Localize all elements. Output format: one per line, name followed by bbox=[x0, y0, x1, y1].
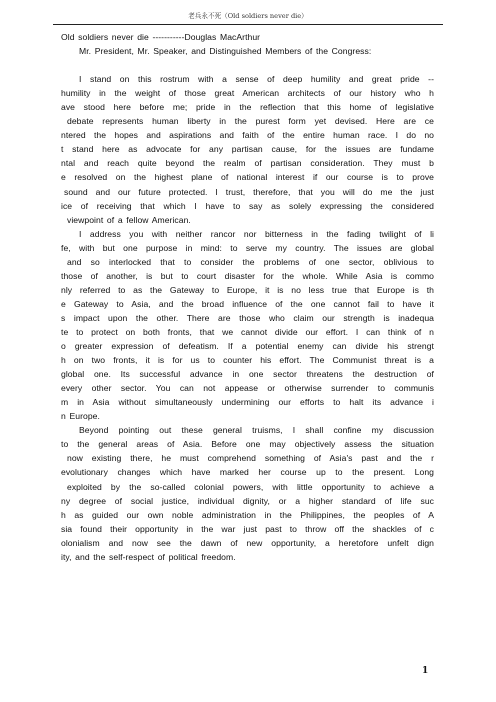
speech-body bbox=[61, 30, 434, 564]
paragraph-1 bbox=[61, 72, 434, 227]
paragraph-line: nly referred to as the Gateway to Europe, it is no less true that Europe is th bbox=[61, 284, 434, 295]
paragraph-2 bbox=[61, 227, 434, 424]
paragraph-line: ave stood here before me; pride in the reflection that this home of legislative bbox=[61, 102, 434, 113]
paragraph-line: viewpoint of a fellow American. bbox=[67, 214, 191, 225]
paragraph-line: ny degree of social justice, individual dignity, or a higher standard of life suc bbox=[61, 495, 434, 506]
paragraph-line: I stand on this rostrum with a sense of deep humility and great pride -- bbox=[79, 74, 434, 85]
paragraph-line: h on two fronts, it is for us to counter his effort. The Communist threat is a bbox=[61, 355, 434, 366]
paragraph-gap bbox=[61, 58, 434, 72]
paragraph-line: ntal and reach quite beyond the realm of partisan consideration. They must b bbox=[61, 158, 434, 169]
paragraph-line: evolutionary changes which have marked her course up to the present. Long bbox=[61, 467, 434, 478]
paragraph-line: olonialism and now see the dawn of new opportunity, a heretofore unfelt dign bbox=[61, 537, 434, 548]
paragraph-line: e resolved on the highest plane of national interest if our course is to prove bbox=[61, 172, 434, 183]
paragraph-line: t stand here as advocate for any partisan cause, for the issues are fundame bbox=[61, 144, 434, 155]
paragraph-line: s impact upon the other. There are those who claim our strength is inadequa bbox=[61, 312, 434, 323]
header-divider bbox=[53, 24, 443, 25]
paragraph-line: e Gateway to Asia, and the broad influence of the one cannot fail to have it bbox=[61, 298, 434, 309]
paragraph-line: those of another, is but to court disaster for the whole. While Asia is commo bbox=[61, 270, 434, 281]
paragraph-line: debate represents human liberty in the purest form yet devised. Here are ce bbox=[67, 116, 434, 127]
paragraph-line: ntered the hopes and aspirations and faith of the entire human race. I do no bbox=[61, 130, 434, 141]
paragraph-line: o greater expression of defeatism. If a potential enemy can divide his strengt bbox=[61, 341, 434, 352]
paragraph-line: Beyond pointing out these general truisms, I shall confine my discussion bbox=[79, 425, 434, 436]
speech-title: Old soldiers never die -----------Douglas MacArthur bbox=[61, 32, 261, 42]
paragraph-line: global one. Its successful advance in one sector threatens the destruction of bbox=[61, 369, 434, 380]
paragraph-line: to the general areas of Asia. Before one may objectively assess the situation bbox=[61, 439, 434, 450]
paragraph-line: fe, with but one purpose in mind: to serve my country. The issues are global bbox=[61, 242, 434, 253]
paragraph-line: and so interlocked that to consider the problems of one sector, oblivious to bbox=[67, 256, 434, 267]
paragraph-line: n Europe. bbox=[61, 411, 100, 422]
page-number: 1 bbox=[422, 666, 429, 676]
paragraph-line: humility in the weight of those great American architects of our history who h bbox=[61, 88, 434, 99]
paragraph-line: I address you with neither rancor nor bitterness in the fading twilight of li bbox=[79, 228, 434, 239]
paragraph-line: h as guided our own noble administration in the Philippines, the peoples of A bbox=[61, 509, 434, 520]
paragraph-line: m in Asia without simultaneously undermining our efforts to halt its advance i bbox=[61, 397, 434, 408]
paragraph-line: te to protect on both fronts, that we cannot divide our effort. I can think of n bbox=[61, 326, 434, 337]
paragraph-line: ice of receiving that which I have to say as solely expressing the considered bbox=[61, 200, 434, 211]
paragraph-line: exploited by the so-called colonial powers, with little opportunity to achieve a bbox=[67, 481, 434, 492]
paragraph-line: sound and our future protected. I trust, therefore, that you will do me the just bbox=[64, 186, 434, 197]
paragraph-line: now existing there, he must comprehend something of Asia's past and the r bbox=[67, 453, 434, 464]
paragraph-line: ity, and the self-respect of political freedom. bbox=[61, 551, 236, 562]
paragraph-3 bbox=[61, 423, 434, 563]
running-header: 老兵永不死（Old soldiers never die） bbox=[188, 12, 308, 20]
paragraph-line: sia found their opportunity in the war just past to throw off the shackles of c bbox=[61, 523, 434, 534]
paragraph-line: every other sector. You can not appease or otherwise surrender to communis bbox=[61, 383, 434, 394]
speech-salutation: Mr. President, Mr. Speaker, and Distinguished Members of the Congress: bbox=[79, 46, 372, 57]
